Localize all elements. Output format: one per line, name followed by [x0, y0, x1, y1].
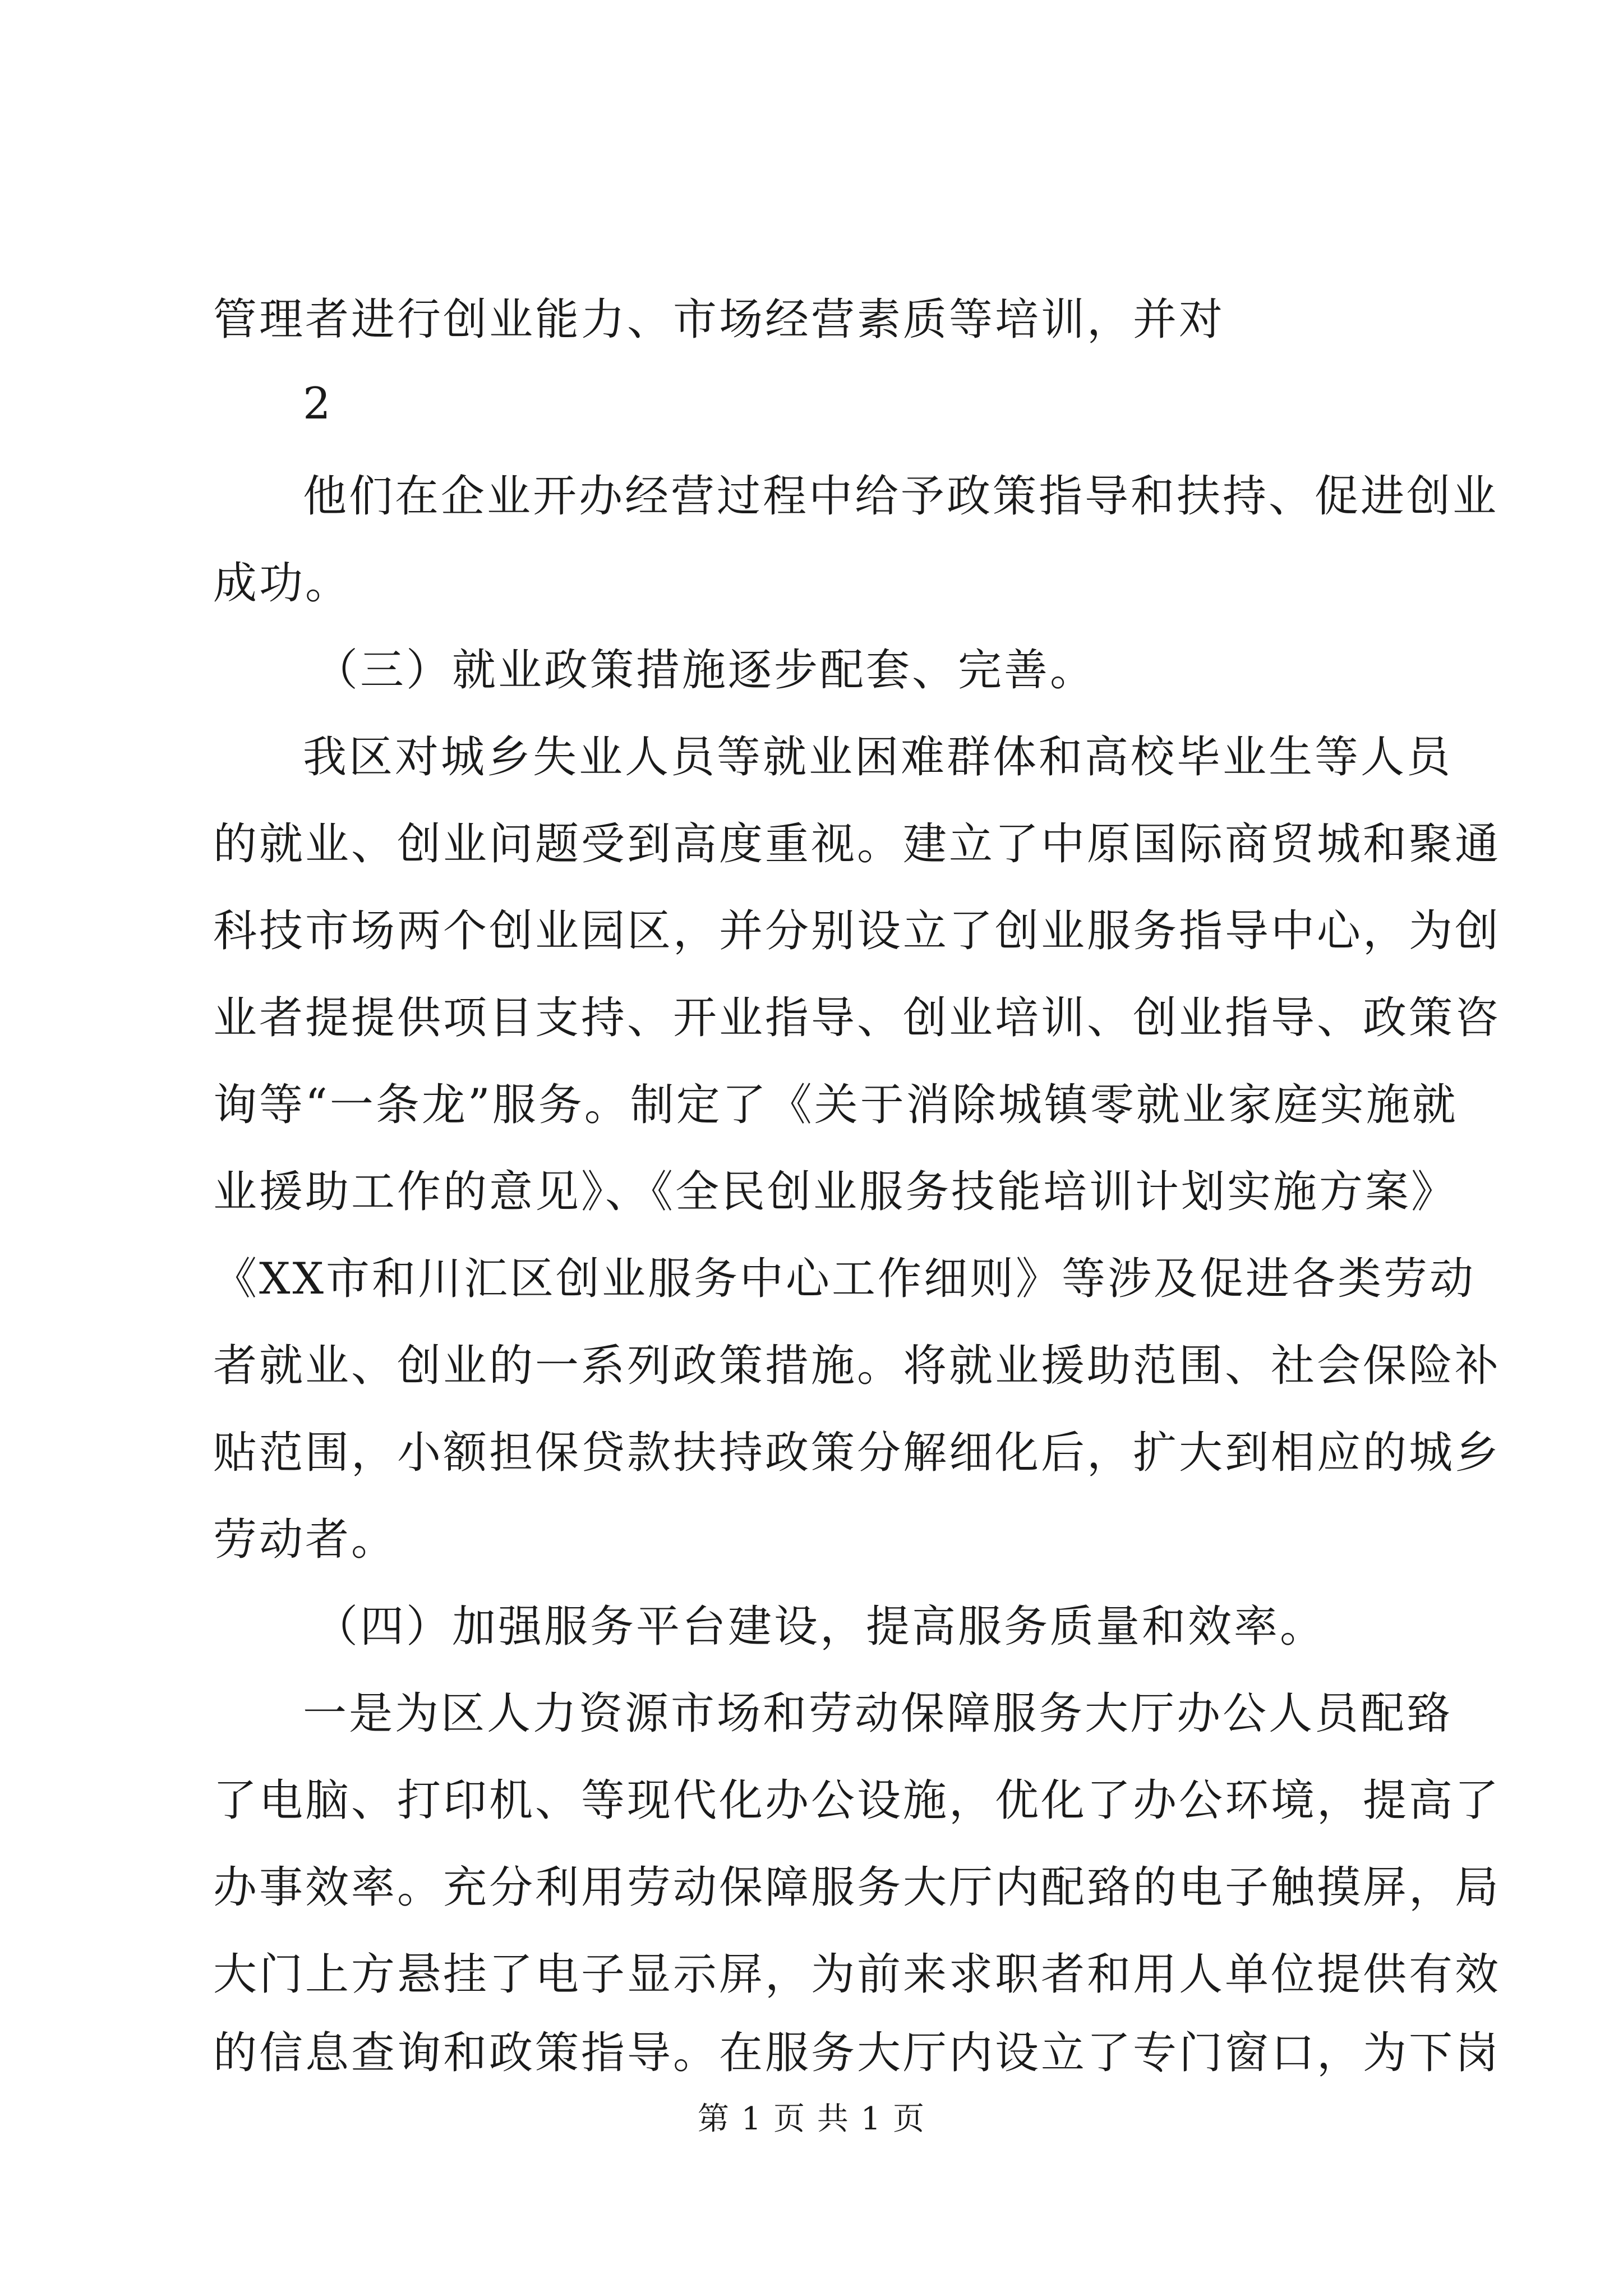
body-line: 他们在企业开办经营过程中给予政策指导和扶持、促进创业	[303, 471, 1499, 522]
inline-page-number: 2	[303, 379, 331, 429]
body-line: 业者提提供项目支持、开业指导、创业培训、创业指导、政策咨	[213, 993, 1501, 1043]
body-line: 成功。	[213, 558, 352, 609]
section-heading: （四）加强服务平台建设，提高服务质量和效率。	[314, 1602, 1326, 1652]
body-line: 一是为区人力资源市场和劳动保障服务大厅办公人员配臵	[303, 1688, 1453, 1739]
body-line: 办事效率。充分利用劳动保障服务大厅内配臵的电子触摸屏，局	[213, 1862, 1501, 1913]
body-line: 询等“一条龙”服务。制定了《关于消除城镇零就业家庭实施就	[213, 1080, 1458, 1130]
section-heading: （三）就业政策措施逐步配套、完善。	[314, 645, 1096, 696]
body-line: 我区对城乡失业人员等就业困难群体和高校毕业生等人员	[303, 732, 1453, 783]
page-footer: 第 1 页 共 1 页	[697, 2101, 926, 2137]
body-line: 的就业、创业问题受到高度重视。建立了中原国际商贸城和聚通	[213, 819, 1501, 869]
body-line: 的信息查询和政策指导。在服务大厅内设立了专门窗口，为下岗	[213, 2028, 1501, 2078]
body-line: 管理者进行创业能力、市场经营素质等培训，并对	[213, 295, 1225, 345]
body-line: 了电脑、打印机、等现代化办公设施，优化了办公环境，提高了	[213, 1775, 1501, 1826]
body-line: 劳动者。	[213, 1515, 398, 1565]
body-line: 贴范围，小额担保贷款扶持政策分解细化后，扩大到相应的城乡	[213, 1428, 1501, 1478]
body-line: 大门上方悬挂了电子显示屏，为前来求职者和用人单位提供有效	[213, 1949, 1501, 2000]
body-line: 《XX市和川汇区创业服务中心工作细则》等涉及促进各类劳动	[213, 1254, 1476, 1304]
body-line: 业援助工作的意见》、《全民创业服务技能培训计划实施方案》	[213, 1167, 1458, 1217]
body-line: 科技市场两个创业园区，并分别设立了创业服务指导中心，为创	[213, 906, 1501, 956]
body-line: 者就业、创业的一系列政策措施。将就业援助范围、社会保险补	[213, 1341, 1501, 1391]
